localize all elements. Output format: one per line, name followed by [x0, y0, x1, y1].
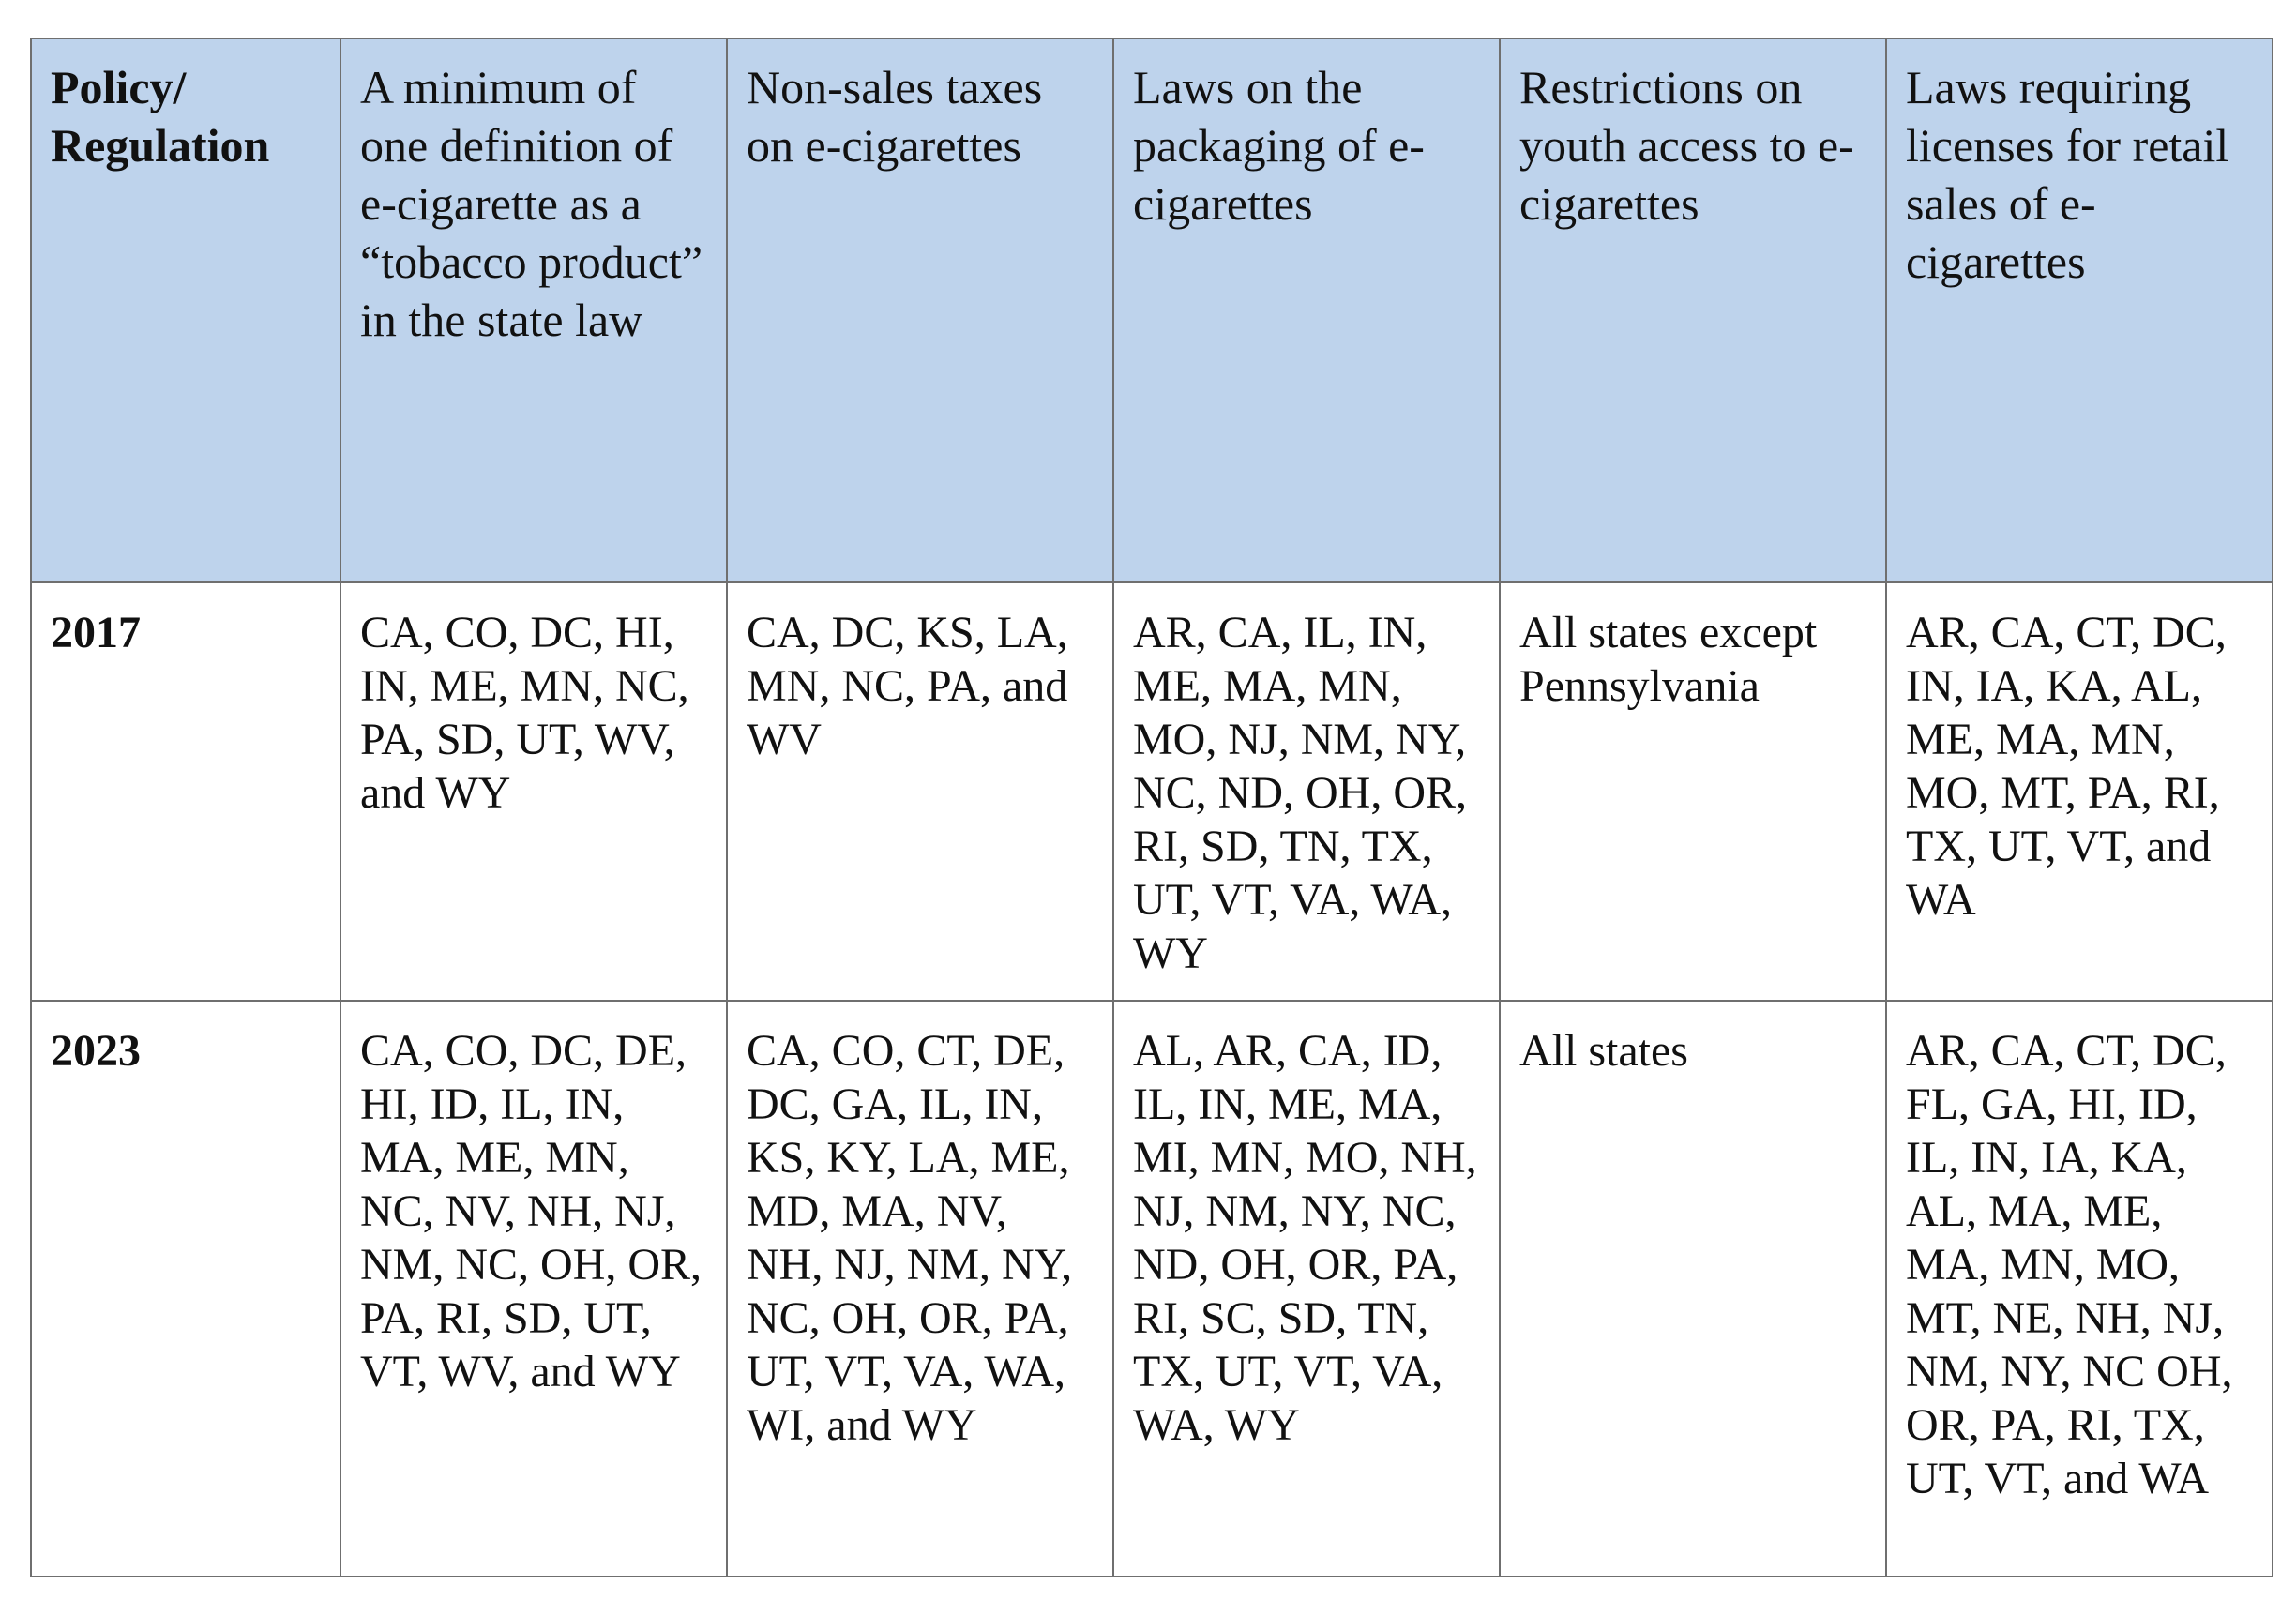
table-body: [31, 582, 2273, 1577]
year-cell: 2023: [31, 1001, 340, 1577]
packaging-cell: AR, CA, IL, IN, ME, MA, MN, MO, NJ, NM, NY, NC, ND, OH, OR, RI, SD, TN, TX, UT, VT, VA, WA, WY: [1113, 582, 1500, 1001]
header-youth-access: Restrictions on youth access to e-cigarettes: [1500, 38, 1886, 582]
youth-access-cell: All states: [1500, 1001, 1886, 1577]
definition-cell: CA, CO, DC, HI, IN, ME, MN, NC, PA, SD, UT, WV, and WY: [340, 582, 727, 1001]
licenses-cell: AR, CA, CT, DC, FL, GA, HI, ID, IL, IN, IA, KA, AL, MA, ME, MA, MN, MO, MT, NE, NH, NJ, NM, NY, NC OH, OR, PA, RI, TX, UT, VT, and WA: [1886, 1001, 2273, 1577]
header-non-sales-taxes: Non-sales taxes on e-cigarettes: [727, 38, 1113, 582]
table-row-2023: [31, 1001, 2273, 1577]
packaging-cell: AL, AR, CA, ID, IL, IN, ME, MA, MI, MN, MO, NH, NJ, NM, NY, NC, ND, OH, OR, PA, RI, SC, SD, TN, TX, UT, VT, VA, WA, WY: [1113, 1001, 1500, 1577]
taxes-cell: CA, DC, KS, LA, MN, NC, PA, and WV: [727, 582, 1113, 1001]
header-retail-licenses: Laws requiring licenses for retail sales of e-cigarettes: [1886, 38, 2273, 582]
header-row: [31, 38, 2273, 582]
definition-cell: CA, CO, DC, DE, HI, ID, IL, IN, MA, ME, MN, NC, NV, NH, NJ, NM, NC, OH, OR, PA, RI, SD, UT, VT, WV, and WY: [340, 1001, 727, 1577]
header-policy-regulation: Policy/ Regulation: [31, 38, 340, 582]
policy-regulation-table: [30, 38, 2273, 1577]
header-definition: A minimum of one definition of e-cigarette as a “tobacco product” in the state law: [340, 38, 727, 582]
table-row-2017: [31, 582, 2273, 1001]
taxes-cell: CA, CO, CT, DE, DC, GA, IL, IN, KS, KY, LA, ME, MD, MA, NV, NH, NJ, NM, NY, NC, OH, OR, PA, UT, VT, VA, WA, WI, and WY: [727, 1001, 1113, 1577]
table-header: [31, 38, 2273, 582]
year-cell: 2017: [31, 582, 340, 1001]
header-packaging-laws: Laws on the packaging of e-cigarettes: [1113, 38, 1500, 582]
youth-access-cell: All states except Pennsylvania: [1500, 582, 1886, 1001]
licenses-cell: AR, CA, CT, DC, IN, IA, KA, AL, ME, MA, MN, MO, MT, PA, RI, TX, UT, VT, and WA: [1886, 582, 2273, 1001]
